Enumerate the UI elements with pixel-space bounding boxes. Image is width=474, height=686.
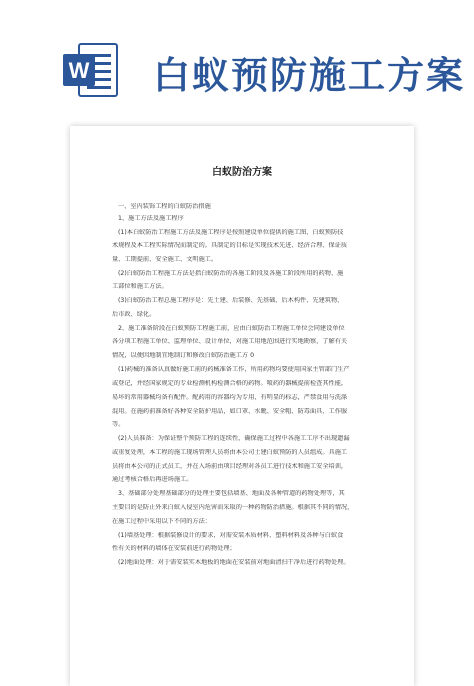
document-line: (1)药械的准备认真做好施工前的药械准备工作，所用药物均要使用国家主管部门生产 [118, 366, 350, 373]
banner-title: 白蚁预防施工方案 [153, 53, 465, 97]
document-line: 在施工过程中采用以下不同的方法： [112, 518, 211, 525]
document-line: 1、施工方法及施工程序 [118, 215, 184, 222]
document-line: (3)白蚁防治工程总施工程序是：先土建、后装修、先基础、后木构件、先建筑物、 [118, 297, 344, 304]
document-line: 术规程及本工程实际情况而制定的。具制定的目标是实现技术先进、经济合理、保证质 [112, 242, 348, 249]
document-line: 等。 [112, 421, 125, 428]
document-line: (1)本白蚁防治工程施工方法及施工程序是按照建设单位提供的施工图、白蚁预防技 [118, 229, 344, 236]
document-line: 易坏的常用器械均备有配件。配药用的容器均为专用，有明显的标志，严禁食用与洗涤 [112, 394, 348, 401]
header-banner [0, 0, 474, 108]
document-line: (2)白蚁防治工程施工方法是指白蚁防治的各施工阶段及各施工阶段所用的药物、施 [118, 270, 344, 277]
svg-text:W: W [68, 58, 90, 83]
document-line: 情况，以便因地制宜地制订和修改白蚁防治施工方 0 [112, 352, 255, 359]
document-title: 白蚁防治方案 [212, 167, 272, 178]
document-line: 量、工期提前、安全施工、文明施工。 [112, 256, 218, 263]
document-line: 各分项工程施工单位、监理单位、设计单位，对施工用地范围进行实地勘察，了解有关 [112, 338, 348, 345]
document-line: (1)墙基处理：根据装修设计的要求，对需安装木质材料、塑料材料及各种与白蚁食 [118, 532, 344, 539]
document-line: 主要目的是防止外来白蚁入侵室内危害而采取的一种药物防治措施。根据其不同的情况， [112, 504, 354, 511]
document-line: 或登记，并经国家规定的专业检测机构检测合格的药物。喷药的器械提前检查其性能， [112, 380, 348, 387]
document-line: 后市政、绿化。 [112, 311, 156, 318]
document-line: 3、基础部分处理基础部分的处理主要包括墙基、地面及各种管道的药物处理等，其 [118, 490, 345, 497]
document-line: 性有关的材料的墙体在安装前进行药物处理； [112, 545, 236, 552]
document-line: 工部位和施工方法。 [112, 283, 168, 290]
document-line: 混用。在施药前准备好各种安全防护用品，如口罩、水靴、安全帽、防毒面具、工作服 [112, 408, 348, 415]
document-line: 或重复处理，本工程的施工现场管理人员将由本公司土建白蚁预防的人员组成。具施工 [112, 449, 348, 456]
document-line: 通过考核合格后再进场施工。 [112, 476, 193, 483]
word-document-icon [63, 42, 119, 98]
document-line: 2、施工准备阶段在白蚁预防工程施工前，应由白蚁防治工程施工单位会同建设单位 [118, 325, 345, 332]
document-page [70, 126, 414, 686]
document-line: 一、室内装饰工程的白蚁防治措施 [118, 203, 211, 210]
document-line: (2)人员准备：为保证整个预防工程的连续性，确保施工过程中各施工工序不出现遗漏 [118, 435, 350, 442]
document-line: 员将由本公司的正式员工，并在入场前由项目经理对各员工进行技术和施工安全培训， [112, 463, 348, 470]
document-line: (2)地面处理：对于需安装实木地板的地面在安装前对地面清扫干净后进行药物处理。 [118, 559, 350, 566]
